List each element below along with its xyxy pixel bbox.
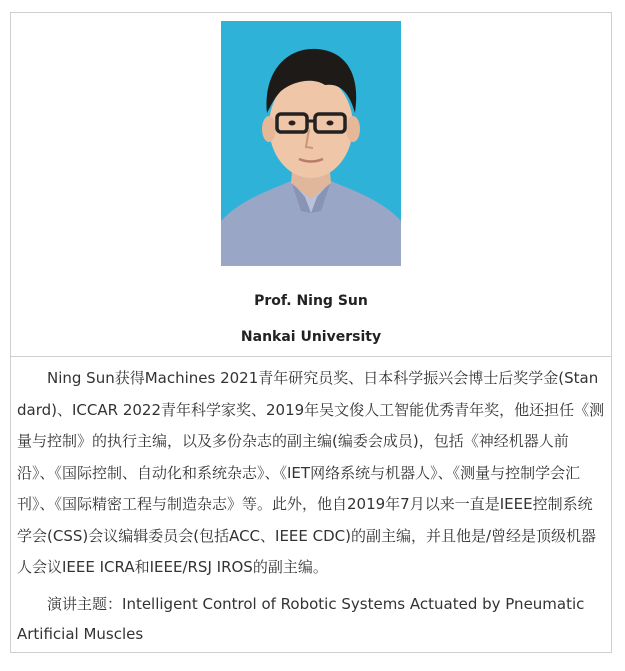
speaker-name: Prof. Ning Sun — [254, 293, 368, 309]
speaker-affiliation: Nankai University — [240, 329, 382, 345]
portrait-illustration — [221, 21, 401, 266]
speaker-bio: Ning Sun获得Machines 2021青年研究员奖、日本科学振兴会博士后奖学金(Standard)、ICCAR 2022青年科学家奖、2019年吴文俊人工智能优秀青年奖，他还担任《测量与控制》的执行主编，以及多份杂志的副主编(编委会成员)，包括《神经机器人前沿》、《国际控制、自动化和系统杂志》、《IET网络系统与机器人》、《测量与控制学会汇刊》、《国际精密工程与制造杂志》等。此外，他自2019年7月以来一直是IEEE控制系统学会(CSS)会议编辑委员会(包括ACC、IEEE CDC)的副主编，并且他是/曾经是顶级机器人会议IEEE ICRA和IEEE/RSJ IROS的副主编。 — [17, 369, 605, 576]
talk-label: 演讲主题： — [47, 595, 123, 613]
talk-title: Intelligent Control of Robotic Systems Actuated by Pneumatic Artificial Muscles — [17, 595, 585, 643]
talk-topic — [17, 589, 605, 649]
speaker-card — [10, 12, 612, 653]
speaker-photo — [221, 21, 401, 266]
speaker-header — [11, 13, 611, 357]
